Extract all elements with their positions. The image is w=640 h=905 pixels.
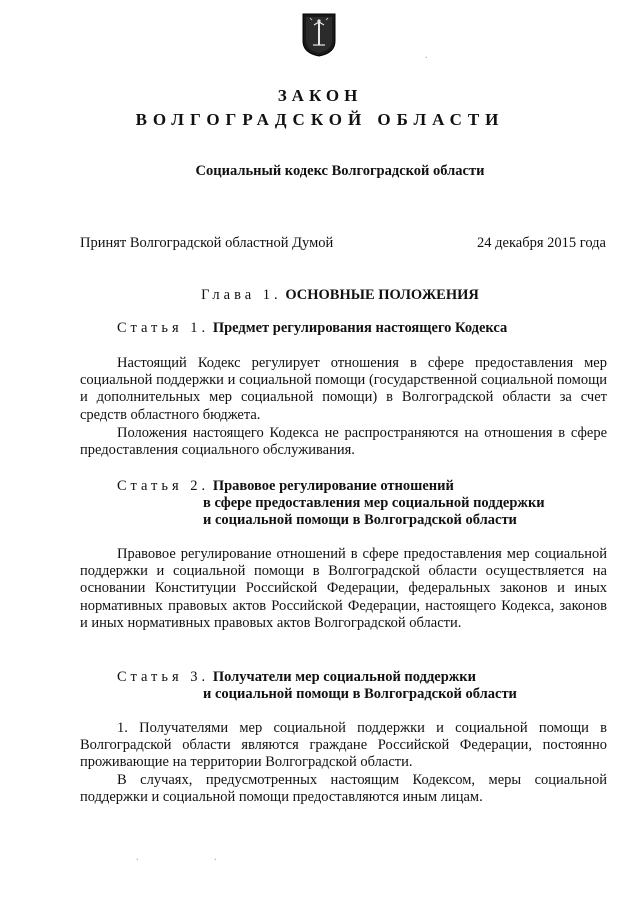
law-title-line1: ЗАКОН: [277, 86, 363, 105]
chapter-title: ОСНОВНЫЕ ПОЛОЖЕНИЯ: [285, 287, 479, 303]
chapter-heading: [0, 287, 640, 304]
article-3-label: Статья 3.: [117, 669, 210, 685]
article-1-title-line1: Предмет регулирования настоящего Кодекса: [212, 320, 508, 336]
scan-speck: .: [425, 50, 428, 61]
adoption-date: 24 декабря 2015 года: [477, 235, 606, 251]
article-2-title-line2: в сфере предоставления мер социальной поддержки: [203, 495, 545, 511]
article-2-heading: [117, 478, 545, 529]
law-subtitle: Социальный кодекс Волгоградской области: [195, 163, 485, 179]
article-3-title-line1: Получатели мер социальной поддержки: [212, 669, 477, 685]
law-title: [0, 84, 640, 132]
article-2-paragraph-1: Правовое регулирование отношений в сфере предоставления мер социальной поддержки и социальной помощи в Волгоградской области осуществляется на основании Конституции Российской Федерации, федеральных законов и иных нормативных правовых актов Российской Федерации, настоящего Кодекса, законов и иных нормативных правовых актов Волгоградской области.: [80, 546, 607, 631]
article-2-label: Статья 2.: [117, 478, 210, 494]
article-1-paragraph-1: Настоящий Кодекс регулирует отношения в сфере предоставления мер социальной поддержки и социальной помощи (государственной социальной помощи и дополнительных мер социальной помощи) в Волгоградской области за счет средств областного бюджета.: [80, 355, 607, 423]
article-2-title-line3: и социальной помощи в Волгоградской области: [203, 512, 517, 528]
article-1-label: Статья 1.: [117, 320, 210, 336]
law-title-line2: ВОЛГОГРАДСКОЙ ОБЛАСТИ: [135, 110, 505, 129]
article-3-paragraph-2: В случаях, предусмотренных настоящим Кодексом, меры социальной поддержки и социальной помощи предоставляются иным лицам.: [80, 772, 607, 806]
scan-speck: .: [136, 852, 139, 863]
article-3-title-line2: и социальной помощи в Волгоградской области: [203, 686, 517, 702]
article-3-paragraph-1: 1. Получателями мер социальной поддержки и социальной помощи в Волгоградской области являются граждане Российской Федерации, постоянно проживающие на территории Волгоградской области.: [80, 720, 607, 771]
chapter-label: Глава 1.: [201, 287, 282, 303]
volgograd-coat-of-arms-icon: [302, 13, 336, 57]
adopted-by: Принят Волгоградской областной Думой: [80, 235, 334, 251]
article-1-paragraph-2: Положения настоящего Кодекса не распространяются на отношения в сфере предоставления социального обслуживания.: [80, 425, 607, 459]
article-3-heading: [117, 669, 517, 703]
article-2-title-line1: Правовое регулирование отношений: [212, 478, 454, 494]
scan-speck: .: [214, 852, 217, 863]
article-1-heading: [117, 320, 507, 337]
